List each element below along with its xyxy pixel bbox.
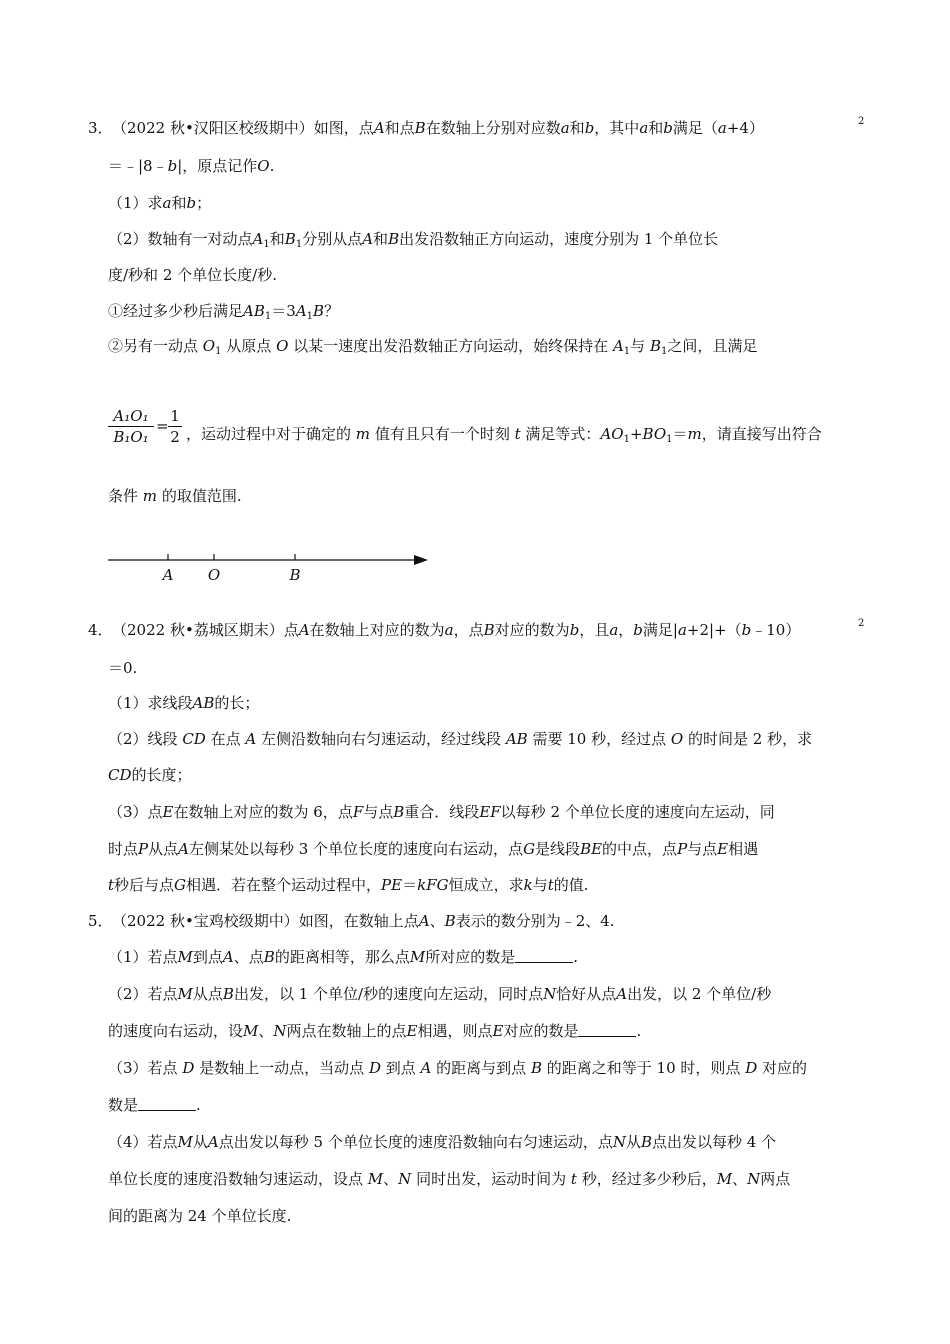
problem-4-exponent: 2 xyxy=(858,618,865,629)
problem-5-source: （2022 秋•宝鸡校级期中） xyxy=(112,912,299,930)
answer-blank-3 xyxy=(138,1095,196,1111)
half-fraction: 1 2 xyxy=(168,406,182,447)
worksheet-page: 3． （2022 秋•汉阳区校级期中）如图，点A和点B在数轴上分别对应数a和b，其中a和b满足（a+4） 2 ＝﹣|8﹣b|，原点记作O. （1）求a和b； （2）数轴有一对动点$A_1$和$B_1$分别从点A和B出发沿数轴正方向运动，速度分别为 1 个单位长 度/秒和 2 个单位长度/秒. ①经过多少秒后满足$AB_1=3A_1B$？ ②另有一动点 $O_1$ 从原点 O 以某一速度出发沿数轴正方向运动，始终保持在 $A_1$与 $B_1$之间，且满足 A₁O₁ B₁O₁ = 1 2 ，运动过程中对于确定的 m 值有且只有一个时刻 t 满足等式：$AO_1+BO_1=m$，请直接写出符合 条件 m 的取值范围. A O B 4． （2022 秋•荔城区期末）点A在数轴上对应的数为a，点B对应的数为b，且a，b满足|a+2|+（b﹣10） 2 ＝0. （1）求线段AB的长； （2）线段 CD 在点 A 左侧沿数轴向右匀速运动，经过线段 AB 需要 10 秒，经过点 O 的时间是 2 秒，求 CD的长度； （3）点E在数轴上对应的数为 6，点F与点B重合．线段EF以每秒 2 个单位长度的速度向左运动，同 时点P从点A左侧某处以每秒 3 个单位长度的速度向右运动，点G是线段BE的中点，点P与点E相遇 t秒后与点G相遇．若在整个运动过程中，PE＝kFG恒成立，求k与t的值. 5． （2022 秋•宝鸡校级期中）如图，在数轴上点A、B表示的数分别为﹣2、4. （1）若点M到点A、点B的距离相等，那么点M所对应的数是 . （2）若点M从点B出发，以 1 个单位/秒的速度向左运动，同时点N恰好从点A出发，以 2 个单位/秒 的速度向右运动，设M、N两点在数轴上的点E相遇，则点E对应的数是 . （3）若点 D 是数轴上一动点，当动点 D 到点 A 的距离与到点 B 的距离之和等于 10 时，则点 D 对应的 数是 . （4）若点M从A点出发以每秒 5 个单位长度的速度沿数轴向右匀速运动，点N从B点出发以每秒 4 个 单位长度的速度沿数轴匀速运动，设点 M、N 同时出发，运动时间为 t 秒，经过多少秒后，M、N两点 间的距离为 24 个单位长度. xyxy=(0,0,950,1344)
number-line-arrow xyxy=(414,555,428,565)
problem-5-number: 5． xyxy=(88,912,113,930)
problem-3-text-1: （2022 秋•汉阳区校级期中）如图，点A和点B在数轴上分别对应数a和b，其中a和b满足（a+4） xyxy=(112,119,764,137)
fraction-equals: = xyxy=(156,417,169,435)
problem-4-source: （2022 秋•荔城区期末） xyxy=(112,621,284,639)
number-line-figure xyxy=(100,548,440,588)
ratio-fraction: A₁O₁ B₁O₁ xyxy=(108,406,154,447)
problem-4-number: 4． xyxy=(88,621,113,639)
problem-3-number: 3． xyxy=(88,119,113,137)
axis-label-B: B xyxy=(289,566,301,584)
answer-blank-1 xyxy=(515,947,573,963)
problem-3-source: （2022 秋•汉阳区校级期中） xyxy=(112,119,314,137)
axis-label-O: O xyxy=(207,566,221,584)
problem-3-exponent: 2 xyxy=(858,116,865,127)
answer-blank-2 xyxy=(578,1021,636,1037)
axis-label-A: A xyxy=(162,566,174,584)
